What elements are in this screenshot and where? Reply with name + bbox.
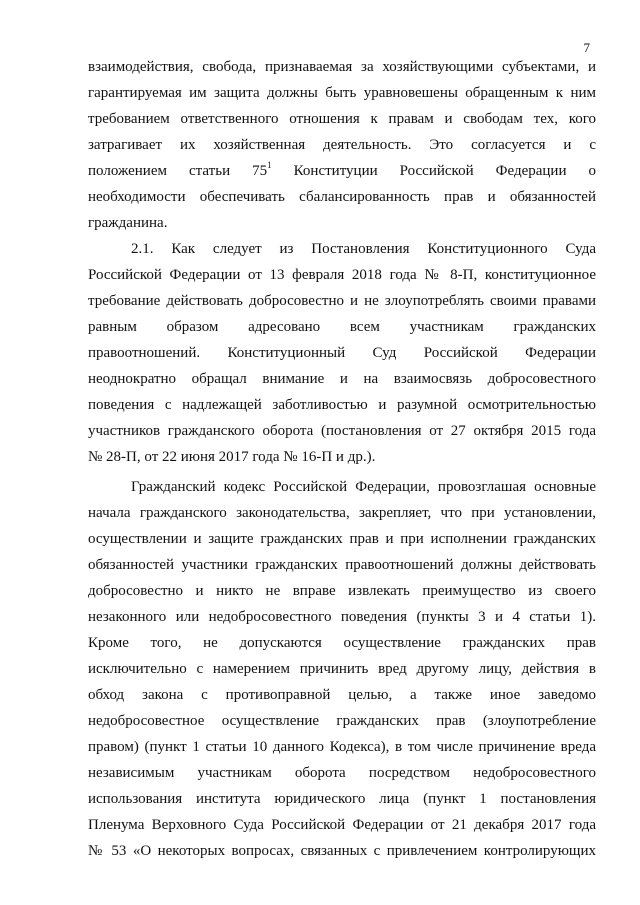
- text-line: добросовестно и никто не вправе извлекать преимущество из своего: [88, 583, 596, 599]
- text-line: Российской Федерации от 13 февраля 2018 года № 8-П, конституционное: [88, 267, 596, 283]
- text-line: поведения с надлежащей заботливостью и разумной осмотрительностью: [88, 397, 596, 413]
- text-line: использования института юридического лица (пункт 1 постановления: [88, 791, 596, 807]
- text-line: Пленума Верховного Суда Российской Федерации от 21 декабря 2017 года: [88, 817, 596, 833]
- text-line: № 53 «О некоторых вопросах, связанных с привлечением контролирующих: [88, 843, 596, 859]
- text-line: 2.1. Как следует из Постановления Конституционного Суда: [131, 241, 596, 257]
- text-line: участников гражданского оборота (постановления от 27 октября 2015 года: [88, 423, 596, 439]
- page-number: 7: [583, 40, 590, 55]
- text-line: затрагивает их хозяйственная деятельность. Это согласуется и с: [88, 137, 596, 153]
- text-line: начала гражданского законодательства, закрепляет, что при установлении,: [88, 505, 596, 521]
- text-segment: Конституции Российской Федерации о: [271, 163, 597, 179]
- text-line: недобросовестное осуществление гражданских прав (злоупотребление: [88, 713, 596, 729]
- text-line: Гражданский кодекс Российской Федерации, провозглашая основные: [131, 479, 596, 495]
- text-line: требование действовать добросовестно и не злоупотреблять своими правами: [88, 293, 596, 309]
- text-line: правоотношений. Конституционный Суд Российской Федерации: [88, 345, 596, 361]
- text-line: обязанностей участники гражданских правоотношений должны действовать: [88, 557, 596, 573]
- text-line: правом) (пункт 1 статьи 10 данного Кодекса), в том числе причинение вреда: [88, 739, 596, 755]
- text-line: осуществлении и защите гражданских прав и при исполнении гражданских: [88, 531, 596, 547]
- paragraph-2: [88, 236, 596, 470]
- text-line: неоднократно обращал внимание и на взаимосвязь добросовестного: [88, 371, 596, 387]
- text-line: обход закона с противоправной целью, а также иное заведомо: [88, 687, 596, 703]
- article-superscript: 1: [267, 160, 272, 170]
- text-segment: положением статьи 75: [88, 163, 268, 179]
- text-line-with-superscript: [88, 158, 596, 184]
- text-line: незаконного или недобросовестного поведения (пункты 3 и 4 статьи 1).: [88, 609, 596, 625]
- text-line: взаимодействия, свобода, признаваемая за хозяйствующими субъектами, и: [88, 59, 596, 75]
- text-line: равным образом адресовано всем участникам гражданских: [88, 319, 596, 335]
- text-line: независимым участникам оборота посредством недобросовестного: [88, 765, 596, 781]
- text-line: требованием ответственного отношения к правам и свободам тех, кого: [88, 111, 596, 127]
- text-line: № 28-П, от 22 июня 2017 года № 16-П и др.).: [88, 449, 376, 465]
- text-line: гарантируемая им защита должны быть уравновешены обращенным к ним: [88, 85, 596, 101]
- text-line: гражданина.: [88, 215, 168, 231]
- paragraph-3: [88, 474, 596, 864]
- text-line: необходимости обеспечивать сбалансированность прав и обязанностей: [88, 189, 596, 205]
- paragraph-1: [88, 54, 596, 236]
- text-line: Кроме того, не допускаются осуществление гражданских прав: [88, 635, 596, 651]
- text-line: исключительно с намерением причинить вред другому лицу, действия в: [88, 661, 596, 677]
